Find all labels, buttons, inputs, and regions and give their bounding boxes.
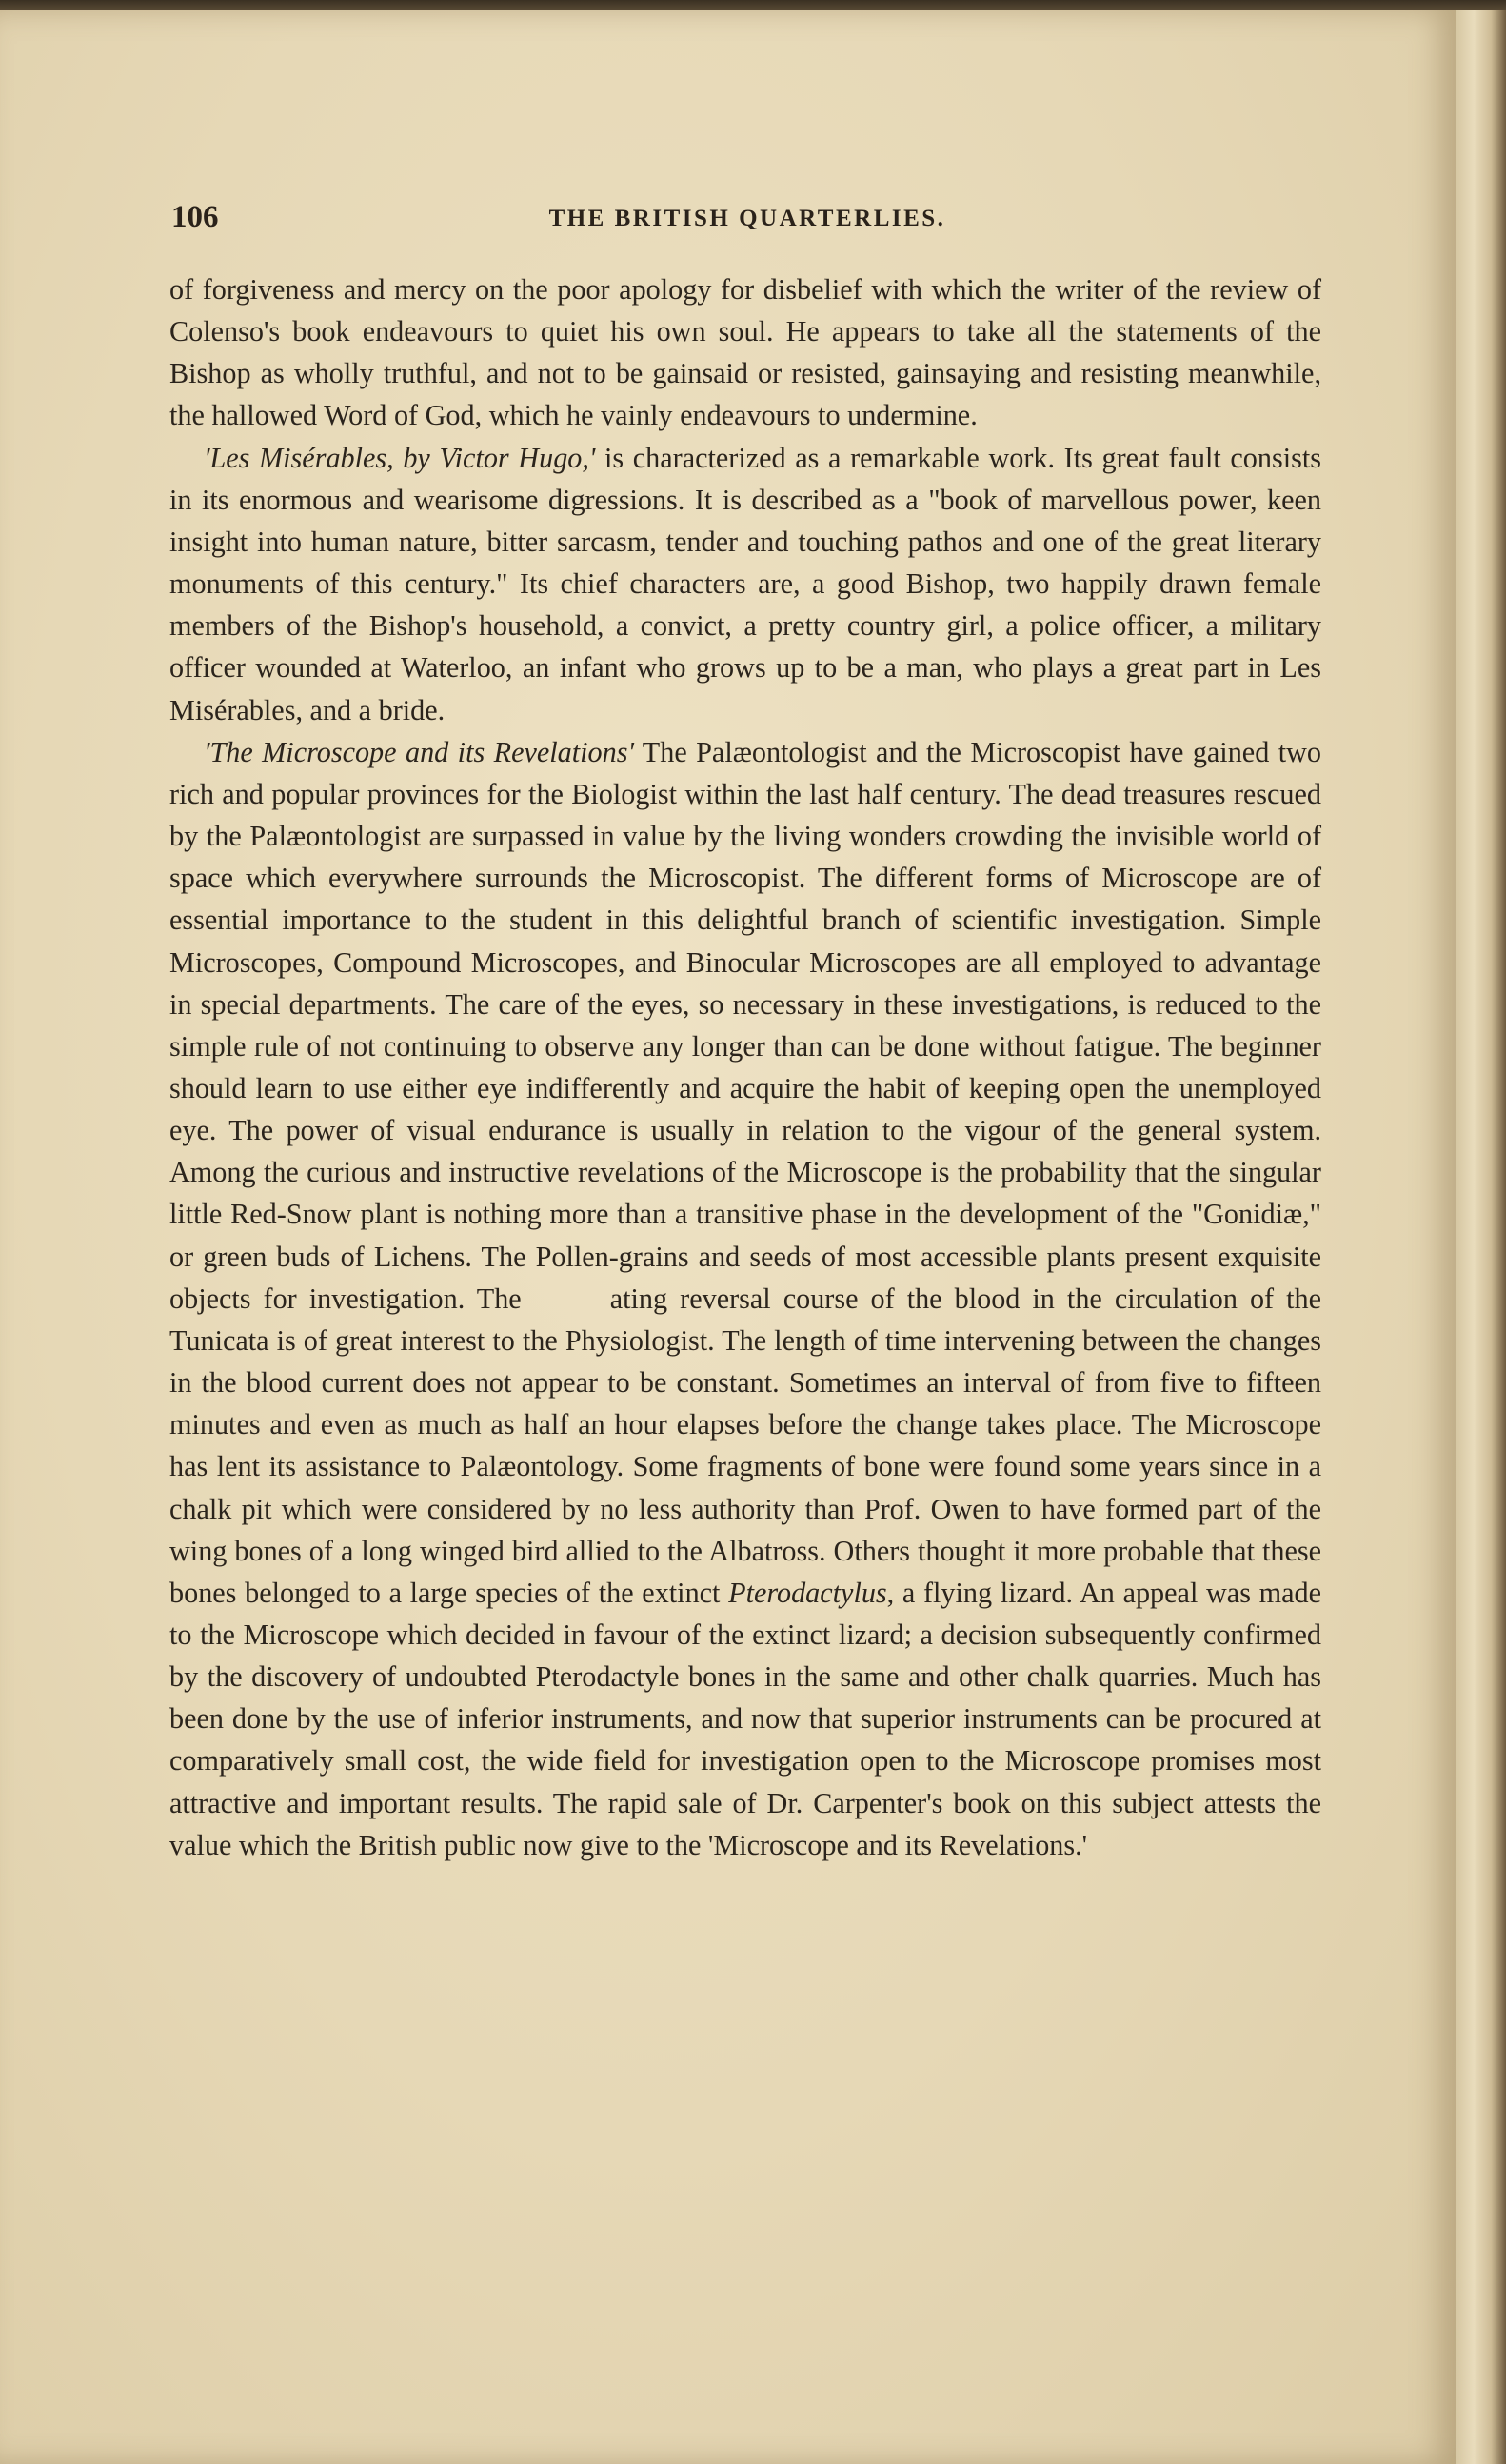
paragraph-text: ating reversal course of the blood in the circulation of the Tunicata is of great interest to the Physiologist. The length of time intervening between the changes in the blood current does not appear to be constant. Sometimes an interval of from five to fifteen minutes and even as much as half an hour elapses before the change takes place. The Microscope has lent its assistance to Palæontology. Some fragments of bone were found some years since in a chalk pit which were considered by no less authority than Prof. Owen to have formed part of the wing bones of a long winged bird allied to the Albatross. Others thought it more probable that these bones belonged to a large species of the extinct: [169, 1282, 1322, 1609]
running-title: THE BRITISH QUARTERLIES.: [548, 206, 946, 231]
paragraph-les-miserables: [169, 437, 1321, 731]
italic-term: Pterodactylus: [728, 1576, 887, 1609]
page-number: 106: [171, 200, 219, 234]
review-title-italic: 'The Microscope and its Revelations': [204, 735, 634, 768]
paragraph-microscope: [169, 731, 1321, 1866]
review-title-italic: 'Les Misérables, by Victor Hugo,': [204, 441, 596, 474]
body-text: [169, 268, 1321, 1866]
running-header: [171, 200, 1323, 242]
paragraph-text: , a flying lizard. An appeal was made to the Microscope which decided in favour of the extinct lizard; a decision subsequently confirmed by the discovery of undoubted Pterodactyle bones in the same and other chalk quarries. Much has been done by the use of inferior instruments, and now that superior instruments can be procured at comparatively small cost, the wide field for investigation open to the Microscope promises most attractive and important results. The rapid sale of Dr. Carpenter's book on this subject attests the value which the British public now give to the 'Microscope and its Revelations.': [169, 1576, 1321, 1861]
paragraph-text: is characterized as a remarkable work. Its great fault consists in its enormous and wearisome digressions. It is described as a "book of marvellous power, keen insight into human nature, bitter sarcasm, tender and touching pathos and one of the great literary monuments of this century." Its chief characters are, a good Bishop, two happily drawn female members of the Bishop's household, a convict, a pretty country girl, a police officer, a military officer wounded at Waterloo, an infant who grows up to be a man, who plays a great part in Les Misérables, and a bride.: [169, 441, 1321, 726]
paragraph-colenso-review: [169, 268, 1321, 437]
paragraph-text: of forgiveness and mercy on the poor apology for disbelief with which the writer of the review of Colenso's book endeavours to quiet his own soul. He appears to take all the statements of the Bishop as wholly truthful, and not to be gainsaid or resisted, gainsaying and resisting meanwhile, the hallowed Word of God, which he vainly endeavours to undermine.: [169, 273, 1321, 432]
page-edge-right: [1456, 10, 1506, 2464]
paragraph-text: The Palæontologist and the Microscopist have gained two rich and popular provinces for the Biologist within the last half century. The dead treasures rescued by the Palæontologist are surpassed in value by the living wonders crowding the invisible world of space which everywhere surrounds the Microscopist. The different forms of Microscope are of essential importance to the student in this delightful branch of scientific investigation. Simple Microscopes, Compound Microscopes, and Binocular Microscopes are all employed to advantage in special departments. The care of the eyes, so necessary in these investigations, is reduced to the simple rule of not continuing to observe any longer than can be done without fatigue. The beginner should learn to use either eye indifferently and acquire the habit of keeping open the unemployed eye. The power of visual endurance is usually in relation to the vigour of the general system. Among the curious and instructive revelations of the Microscope is the probability that the singular little Red-Snow plant is nothing more than a transitive phase in the development of the "Gonidiæ," or green buds of Lichens. The Pollen-grains and seeds of most accessible plants present exquisite objects for investigation. The: [169, 735, 1321, 1315]
